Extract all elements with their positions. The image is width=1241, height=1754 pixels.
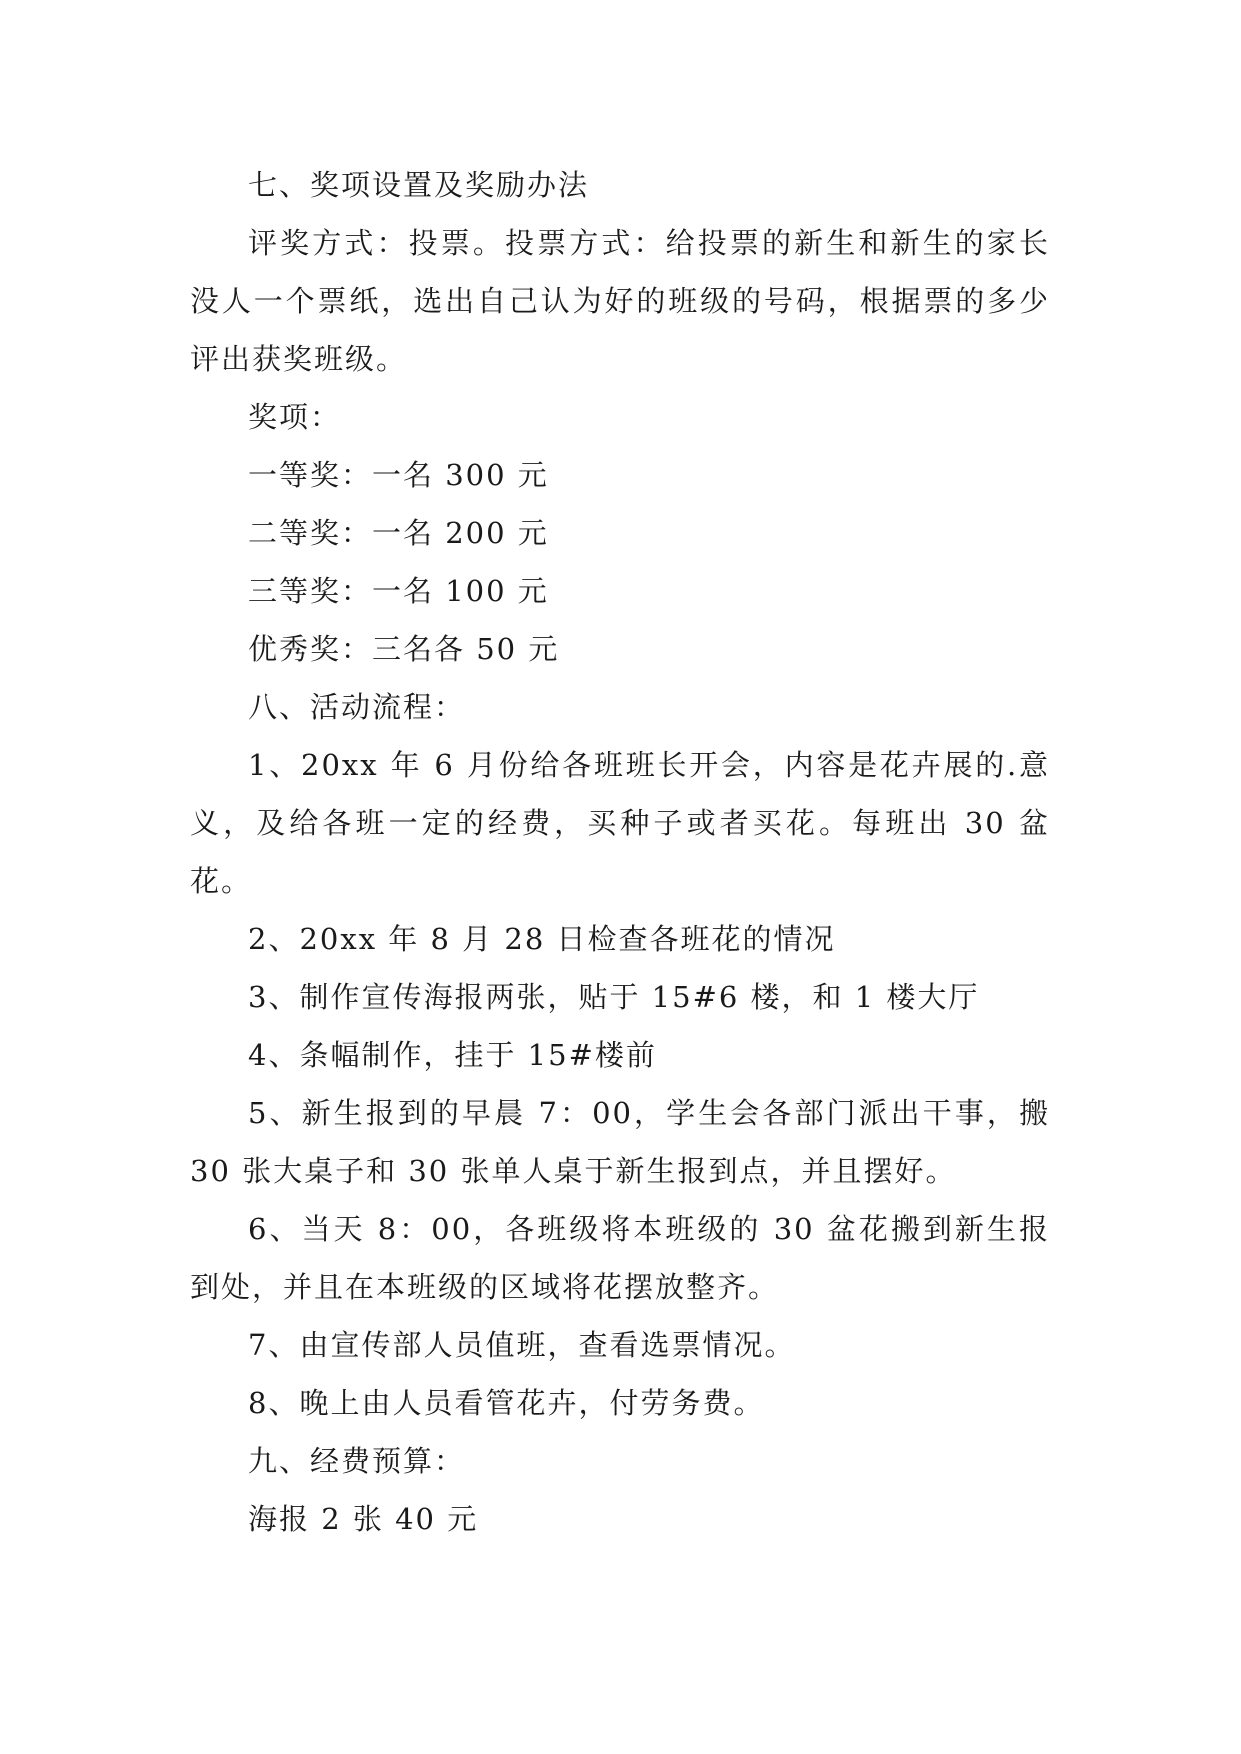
budget-item-posters: 海报 2 张 40 元 bbox=[248, 1502, 479, 1536]
process-step-7: 7、由宣传部人员值班，查看选票情况。 bbox=[248, 1328, 796, 1362]
section-heading-awards: 七、奖项设置及奖励办法 bbox=[248, 168, 590, 202]
process-step-1: 1、20xx 年 6 月份给各班班长开会，内容是花卉展的.意义，及给各班一定的经费，买种子或者买花。每班出 30 盆花。 bbox=[190, 748, 1050, 898]
award-excellence-prize: 优秀奖：三名各 50 元 bbox=[248, 632, 560, 666]
section-heading-budget: 九、经费预算： bbox=[248, 1444, 466, 1478]
award-third-prize: 三等奖：一名 100 元 bbox=[248, 574, 549, 608]
awards-label: 奖项： bbox=[248, 400, 342, 434]
process-step-3: 3、制作宣传海报两张，贴于 15#6 楼，和 1 楼大厅 bbox=[248, 980, 980, 1014]
award-second-prize: 二等奖：一名 200 元 bbox=[248, 516, 549, 550]
section-heading-process: 八、活动流程： bbox=[248, 690, 466, 724]
process-step-4: 4、条幅制作，挂于 15#楼前 bbox=[248, 1038, 657, 1072]
award-first-prize: 一等奖：一名 300 元 bbox=[248, 458, 549, 492]
process-step-6: 6、当天 8：00，各班级将本班级的 30 盆花搬到新生报到处，并且在本班级的区域将花摆放整齐。 bbox=[190, 1212, 1050, 1304]
paragraph-voting-method: 评奖方式：投票。投票方式：给投票的新生和新生的家长没人一个票纸，选出自己认为好的班级的号码，根据票的多少评出获奖班级。 bbox=[190, 226, 1050, 376]
process-step-5: 5、新生报到的早晨 7：00，学生会各部门派出干事，搬 30 张大桌子和 30 张单人桌于新生报到点，并且摆好。 bbox=[190, 1096, 1050, 1188]
process-step-8: 8、晚上由人员看管花卉，付劳务费。 bbox=[248, 1386, 765, 1420]
process-step-2: 2、20xx 年 8 月 28 日检查各班花的情况 bbox=[248, 922, 836, 956]
document-body bbox=[190, 156, 1050, 1548]
